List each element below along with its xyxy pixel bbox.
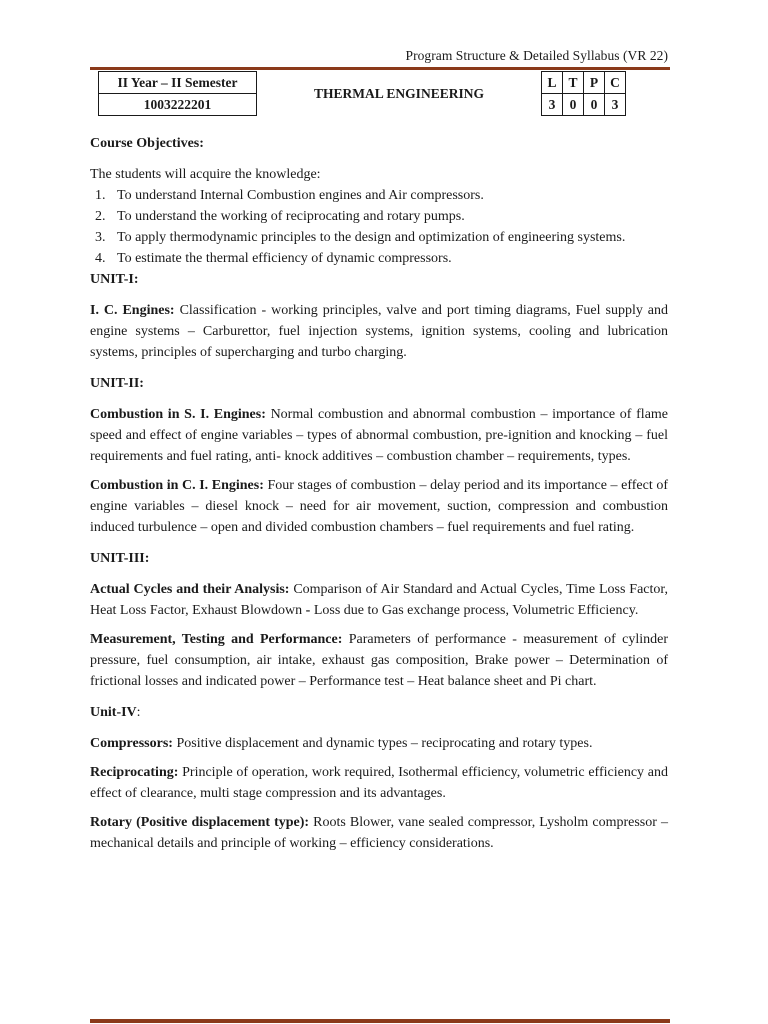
list-text: To understand the working of reciprocating and rotary pumps. xyxy=(117,209,465,224)
topic-title: I. C. Engines: xyxy=(90,303,175,318)
ltpc-header-p: P xyxy=(584,72,605,94)
semester-cell: II Year – II Semester xyxy=(99,72,257,94)
list-item xyxy=(90,248,668,269)
unit-4-heading: Unit-IV xyxy=(90,705,137,720)
topic-text: Principle of operation, work required, Isothermal efficiency, volumetric efficiency and effect of clearance, multi stage compression and its advantages. xyxy=(90,765,668,801)
list-number: 4. xyxy=(95,251,106,266)
syllabus-content xyxy=(90,133,668,854)
topic-text: Parameters of performance - measurement of cylinder pressure, fuel consumption, air intake, exhaust gas composition, Brake power – Determination of frictional losses and indicated power – Performance test – Heat balance sheet and Pi chart. xyxy=(90,632,668,689)
footer-rule xyxy=(90,1019,670,1023)
list-text: To apply thermodynamic principles to the design and optimization of engineering systems. xyxy=(117,230,626,245)
ltpc-value-p: 0 xyxy=(584,94,605,116)
unit-4-heading-colon: : xyxy=(136,705,141,720)
list-text: To understand Internal Combustion engines and Air compressors. xyxy=(117,188,484,203)
header-rule xyxy=(90,67,670,70)
list-item xyxy=(90,206,668,227)
unit-3-heading: UNIT-III: xyxy=(90,551,150,566)
objectives-list xyxy=(90,185,668,269)
list-number: 1. xyxy=(95,188,106,203)
ltpc-value-t: 0 xyxy=(563,94,584,116)
ltpc-header-l: L xyxy=(542,72,563,94)
course-title-cell: THERMAL ENGINEERING xyxy=(257,72,542,116)
course-code-cell: 1003222201 xyxy=(99,94,257,116)
list-number: 3. xyxy=(95,230,106,245)
objectives-intro: The students will acquire the knowledge: xyxy=(90,167,321,182)
topic-title: Reciprocating: xyxy=(90,765,179,780)
topic-title: Combustion in C. I. Engines: xyxy=(90,478,264,493)
topic-title: Compressors: xyxy=(90,736,173,751)
ltpc-header-t: T xyxy=(563,72,584,94)
topic-title: Combustion in S. I. Engines: xyxy=(90,407,266,422)
unit-4-heading-line xyxy=(90,702,668,723)
topic-title: Rotary (Positive displacement type): xyxy=(90,815,310,830)
unit-2-heading: UNIT-II: xyxy=(90,376,144,391)
course-info-table xyxy=(98,71,626,116)
topic-title: Actual Cycles and their Analysis: xyxy=(90,582,290,597)
ltpc-header-c: C xyxy=(605,72,626,94)
topic-text: Comparison of Air Standard and Actual Cycles, Time Loss Factor, Heat Loss Factor, Exhaust Blowdown xyxy=(90,582,668,618)
unit-2-paragraph-1 xyxy=(90,404,668,467)
topic-text: Classification - working principles, valve and port timing diagrams, Fuel supply and engine systems – Carburettor, fuel injection systems, ignition systems, cooling and lubrication systems, principles of supercharging and turbo charging. xyxy=(90,303,669,360)
topic-text: Loss due to Gas exchange process, Volumetric Efficiency. xyxy=(310,603,639,618)
list-item xyxy=(90,227,668,248)
topic-text: Positive displacement and dynamic types – reciprocating and rotary types. xyxy=(172,736,593,751)
ltpc-value-l: 3 xyxy=(542,94,563,116)
list-item xyxy=(90,185,668,206)
unit-4-paragraph-3 xyxy=(90,812,668,854)
ltpc-value-c: 3 xyxy=(605,94,626,116)
unit-4-paragraph-2 xyxy=(90,762,668,804)
unit-3-paragraph-2 xyxy=(90,629,668,692)
unit-4-paragraph-1 xyxy=(90,733,668,754)
unit-3-paragraph-1 xyxy=(90,579,668,621)
topic-text: Normal combustion and abnormal combustion – importance of flame speed and effect of engine variables – types of abnormal combustion, pre-ignition and knocking – fuel requirements and fuel rating, anti- knock additives – combustion chamber – requirements, types. xyxy=(90,407,669,464)
topic-text: Roots Blower, vane sealed compressor, Lysholm compressor – mechanical details and principle of working – efficiency considerations. xyxy=(90,815,669,851)
course-table-row xyxy=(99,72,626,94)
list-text: To estimate the thermal efficiency of dynamic compressors. xyxy=(117,251,452,266)
course-objectives-heading: Course Objectives: xyxy=(90,136,204,151)
running-header: Program Structure & Detailed Syllabus (VR 22) xyxy=(405,48,668,63)
unit-2-paragraph-2 xyxy=(90,475,668,538)
topic-dash: - xyxy=(305,603,311,618)
topic-title: Measurement, Testing and Performance: xyxy=(90,632,343,647)
topic-text: Four stages of combustion – delay period and its importance – effect of engine variables – diesel knock – need for air movement, suction, compression and combustion induced turbulence – open and divided combustion chambers – fuel requirements and fuel rating. xyxy=(90,478,668,535)
unit-1-paragraph xyxy=(90,300,668,363)
list-number: 2. xyxy=(95,209,106,224)
unit-1-heading: UNIT-I: xyxy=(90,272,139,287)
